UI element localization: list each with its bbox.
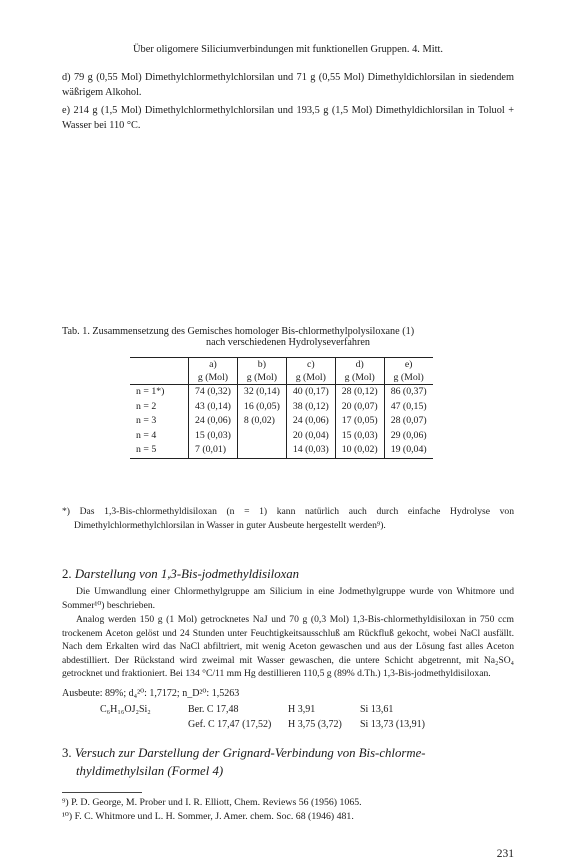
table-cell: 24 (0,06)	[189, 414, 238, 429]
table-cell: 7 (0,01)	[189, 443, 238, 458]
table-col-header: c) g (Mol)	[286, 358, 335, 385]
table-cell: 28 (0,12)	[335, 385, 384, 400]
table-cell: 43 (0,14)	[189, 400, 238, 415]
analysis-ber-c: Ber. C 17,48	[188, 704, 239, 715]
section2-paragraph2: Analog werden 150 g (1 Mol) getrocknetes NaJ und 70 g (0,3 Mol) 1,3-Bis-chlormethyldisiloxan in 750 ccm trockenem Aceton gelöst und 24 Stunden unter Feuchtigkeitsausschluß am Rückfluß gekocht, wobei NaCl ausfällt. Nach dem Erkalten wird das NaCl abfiltriert, mit wenig Aceton gewaschen und aus der Lösung fast alles Aceton abdestilliert. Der Rückstand wird zweimal mit Wasser gewaschen, die untere Schicht abgetrennt, mit Na₂SO₄ getrocknet und fraktioniert. Bei 134 °C/11 mm Hg destillieren 110,5 g (89% d.Th.) 1,3-Bis-jodmethyldisiloxan.	[62, 614, 514, 680]
section3-heading	[62, 744, 514, 780]
table-caption	[62, 326, 514, 348]
table-cell: 29 (0,06)	[384, 429, 432, 444]
table-cell: 86 (0,37)	[384, 385, 432, 400]
row-label: n = 2	[136, 400, 157, 412]
table-cell: 47 (0,15)	[384, 400, 432, 415]
table-col-header: d) g (Mol)	[335, 358, 384, 385]
table-cell: 8 (0,02)	[237, 414, 286, 429]
section3-title-line1: Versuch zur Darstellung der Grignard-Verbindung von Bis-chlorme-	[74, 746, 426, 760]
table-cell: 24 (0,06)	[286, 414, 335, 429]
row-label: n = 5	[130, 443, 189, 458]
section2-paragraph1: Die Umwandlung einer Chlormethylgruppe am Silicium in eine Jodmethylgruppe wurde von Whitmore und Sommer¹⁰) beschrieben.	[62, 586, 514, 611]
table-cell: 15 (0,03)	[189, 429, 238, 444]
table-cell: 16 (0,05)	[237, 400, 286, 415]
yield-line: Ausbeute: 89%; d₄²⁰: 1,7172; n_D²⁰: 1,5263	[62, 688, 240, 699]
row-label: n = 4	[136, 429, 157, 441]
table-cell: 20 (0,07)	[335, 400, 384, 415]
table-row	[130, 443, 433, 458]
table-cell: 14 (0,03)	[286, 443, 335, 458]
analysis-ber-si: Si 13,61	[360, 704, 394, 715]
table-col-header: a) g (Mol)	[189, 358, 238, 385]
section2-heading	[62, 567, 299, 582]
item-e: e) 214 g (1,5 Mol) Dimethylchlormethylchlorsilan und 193,5 g (1,5 Mol) Dimethyldichlorsilan in Toluol + Wasser bei 110 °C.	[62, 105, 514, 131]
composition-table	[130, 357, 433, 459]
table-row	[130, 429, 433, 444]
table-cell: 10 (0,02)	[335, 443, 384, 458]
analysis-gef-si: Si 13,73 (13,91)	[360, 719, 425, 730]
table-corner	[130, 358, 189, 385]
table-caption-line1: Tab. 1. Zusammensetzung des Gemisches homologer Bis-chlormethylpolysiloxane (1)	[62, 326, 415, 337]
section2-number: 2.	[62, 567, 72, 581]
section3-title-line2: thyldimethylsilan (Formel 4)	[76, 764, 224, 778]
table-cell: 28 (0,07)	[384, 414, 432, 429]
table-col-header: b) g (Mol)	[237, 358, 286, 385]
analysis-gef-h: H 3,75 (3,72)	[288, 719, 342, 730]
table-cell: 38 (0,12)	[286, 400, 335, 415]
analysis-ber-h: H 3,91	[288, 704, 316, 715]
table-cell: 32 (0,14)	[237, 385, 286, 400]
analysis-gef-c: Gef. C 17,47 (17,52)	[188, 719, 272, 730]
table-cell: 19 (0,04)	[384, 443, 432, 458]
table-row	[130, 400, 433, 415]
running-header: Über oligomere Siliciumverbindungen mit funktionellen Gruppen. 4. Mitt.	[133, 44, 443, 55]
section3-number: 3.	[62, 746, 72, 760]
footnote-10: ¹⁰) F. C. Whitmore und L. H. Sommer, J. Amer. chem. Soc. 68 (1946) 481.	[62, 811, 354, 822]
table-cell: 40 (0,17)	[286, 385, 335, 400]
table-cell: 15 (0,03)	[335, 429, 384, 444]
table-cell: 74 (0,32)	[189, 385, 238, 400]
table-caption-line2: nach verschiedenen Hydrolyseverfahren	[205, 337, 371, 348]
table-cell: 17 (0,05)	[335, 414, 384, 429]
table-cell: 20 (0,04)	[286, 429, 335, 444]
row-label: n = 1*)	[136, 386, 165, 397]
page-number: 231	[496, 848, 514, 860]
table-row	[130, 385, 433, 400]
footnote-rule	[62, 792, 142, 793]
table-footnote: *) Das 1,3-Bis-chlormethyldisiloxan (n = 1) kann natürlich auch durch einfache Hydrolyse von Dimethylchlormethylchlorsilan in Wasser in guter Ausbeute hergestellt werden⁹).	[62, 506, 514, 531]
row-label: n = 3	[136, 415, 157, 426]
table-cell	[237, 443, 286, 458]
formula: C₆H₁₆OJ₂Si₂	[100, 704, 151, 715]
footnote-9: ⁹) P. D. George, M. Prober und I. R. Elliott, Chem. Reviews 56 (1956) 1065.	[62, 797, 362, 808]
table-cell	[237, 429, 286, 444]
table-col-header: e) g (Mol)	[384, 358, 432, 385]
table-row	[130, 414, 433, 429]
section2-title: Darstellung von 1,3-Bis-jodmethyldisiloxan	[74, 567, 300, 581]
item-d: d) 79 g (0,55 Mol) Dimethylchlormethylchlorsilan und 71 g (0,55 Mol) Dimethyldichlorsilan in siedendem wäßrigem Alkohol.	[62, 72, 514, 98]
